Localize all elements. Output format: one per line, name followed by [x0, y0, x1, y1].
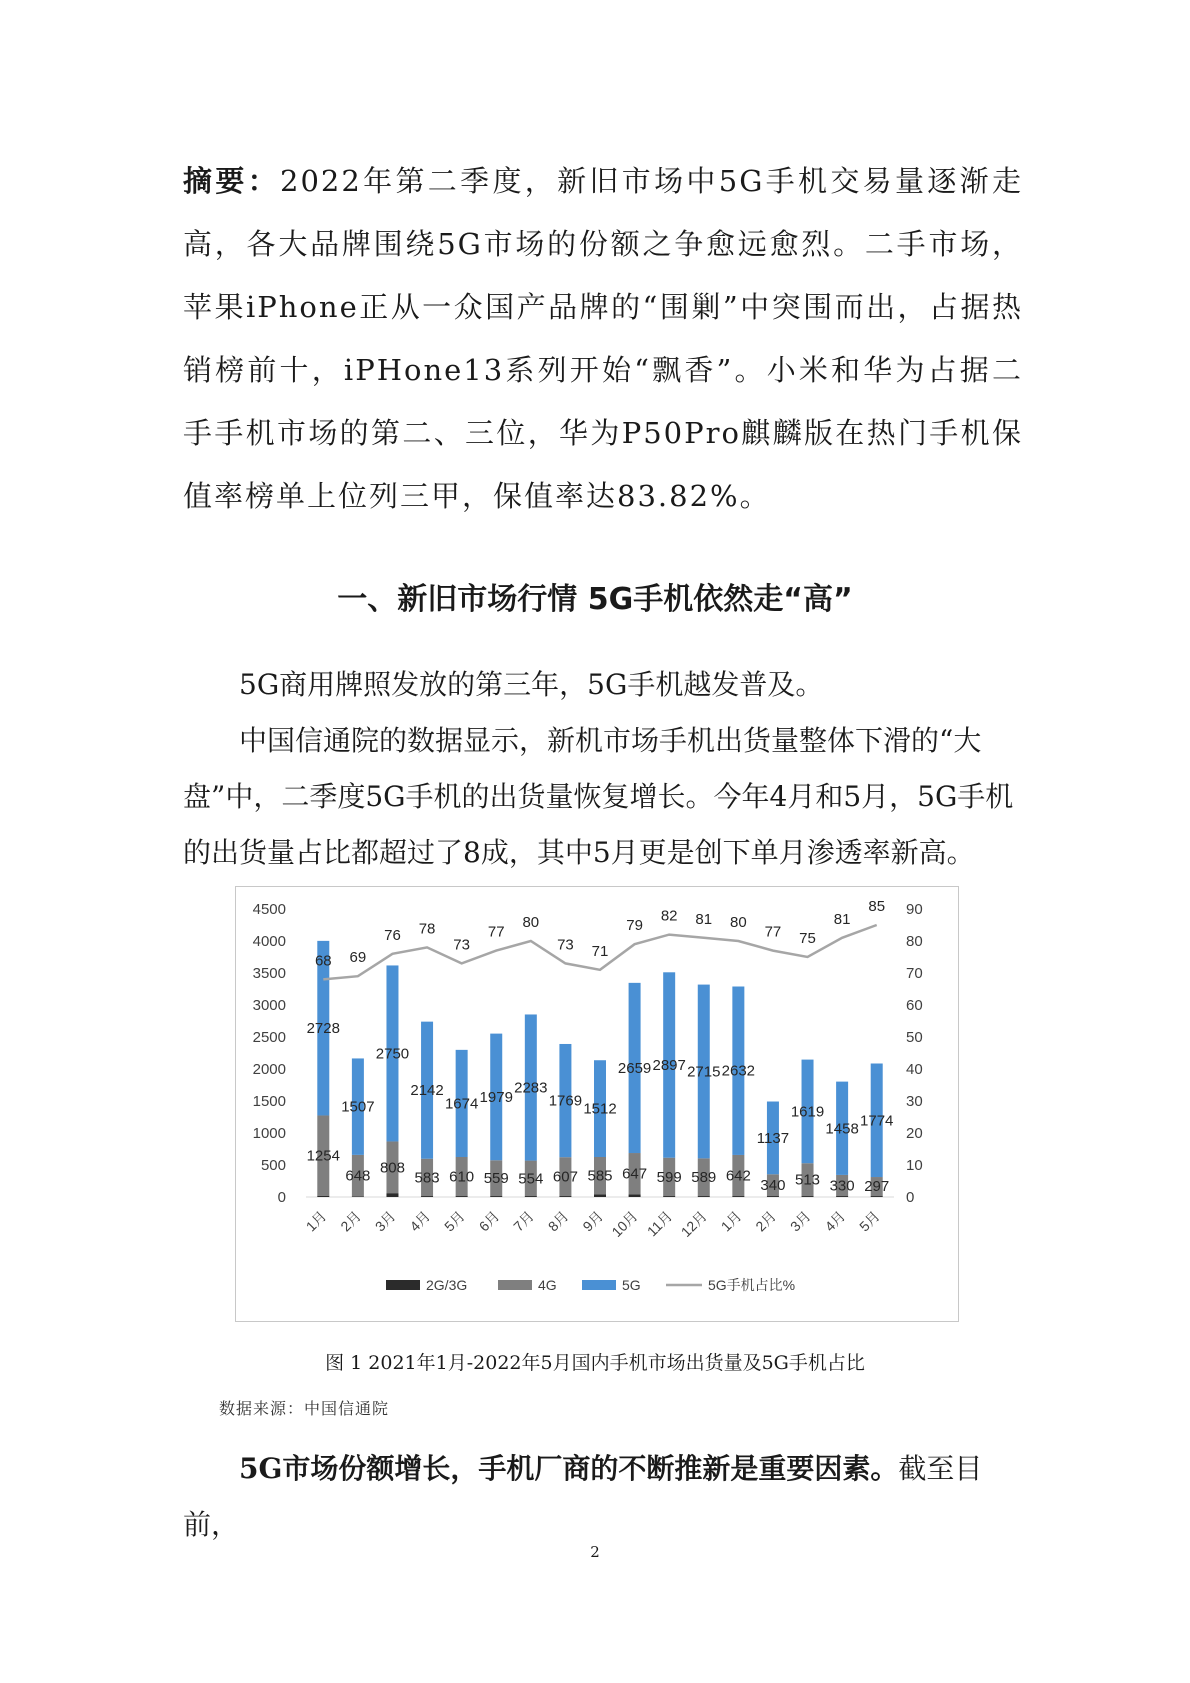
bar-2g3g [732, 1196, 744, 1197]
data-label-4g: 648 [345, 1167, 371, 1185]
bar-2g3g [317, 1196, 329, 1197]
paragraph-3-lead: 5G市场份额增长，手机厂商的不断推新是重要因素。 [239, 1452, 899, 1485]
data-label-4g: 297 [864, 1178, 890, 1195]
bar-2g3g [559, 1196, 571, 1197]
data-label-4g: 583 [414, 1169, 440, 1187]
x-tick-label: 5月 [856, 1207, 883, 1235]
data-label-share: 79 [626, 917, 643, 935]
bar-2g3g [629, 1194, 641, 1197]
paragraph-1: 5G商用牌照发放的第三年，5G手机越发普及。 [239, 668, 824, 701]
x-tick-label: 1月 [717, 1207, 745, 1235]
legend-label: 5G [622, 1277, 641, 1293]
y-right-tick-label: 20 [906, 1125, 923, 1142]
paragraph-3 [183, 1441, 1023, 1553]
data-label-5g: 2897 [652, 1057, 686, 1074]
y-left-tick-label: 0 [277, 1189, 286, 1206]
y-left-tick-label: 1000 [252, 1125, 286, 1142]
bar-2g3g [802, 1196, 814, 1197]
data-label-5g: 1458 [825, 1120, 859, 1138]
abstract-text: 2022年第二季度，新旧市场中5G手机交易量逐渐走高，各大品牌围绕5G市场的份额之争愈远愈烈。二手市场，苹果iPhone正从一众国产品牌的“围剿”中突围而出，占据热销榜前十，iPHone13系列开始“飘香”。小米和华为占据二手手机市场的第二、三位，华为P50Pro麒麟版在热门手机保值率榜单上位列三甲，保值率达83.82%。 [183, 164, 1023, 513]
x-tick-label: 9月 [579, 1207, 607, 1235]
x-tick-label: 6月 [475, 1207, 503, 1235]
y-left-tick-label: 4500 [252, 901, 286, 918]
data-label-4g: 808 [379, 1159, 405, 1177]
x-tick-label: 1月 [302, 1207, 330, 1235]
data-label-4g: 647 [622, 1165, 648, 1183]
y-right-tick-label: 70 [906, 965, 923, 982]
y-left-tick-label: 2500 [252, 1029, 286, 1046]
legend-label: 4G [538, 1277, 557, 1293]
legend-swatch [498, 1280, 532, 1290]
figure-caption: 图 1 2021年1月-2022年5月国内手机市场出货量及5G手机占比 [325, 1352, 865, 1374]
x-tick-label: 2月 [752, 1207, 780, 1235]
data-label-share: 81 [833, 910, 851, 928]
y-right-tick-label: 10 [906, 1157, 923, 1174]
bar-2g3g [871, 1196, 883, 1197]
x-tick-label: 8月 [544, 1207, 572, 1235]
y-left-tick-label: 3000 [252, 997, 286, 1014]
y-left-tick-label: 1500 [252, 1093, 286, 1110]
data-label-5g: 1674 [444, 1095, 479, 1113]
data-label-5g: 2283 [514, 1079, 548, 1097]
data-label-4g: 599 [656, 1168, 682, 1186]
y-left-tick-label: 2000 [252, 1061, 286, 1078]
data-label-5g: 1512 [583, 1100, 617, 1118]
legend-label: 5G手机占比% [708, 1277, 796, 1293]
data-label-share: 85 [868, 898, 886, 915]
x-tick-label: 11月 [643, 1207, 676, 1240]
bar-2g3g [836, 1196, 848, 1197]
data-label-5g: 2750 [375, 1045, 410, 1063]
data-label-share: 77 [764, 923, 782, 941]
bar-2g3g [490, 1196, 502, 1197]
bar-2g3g [386, 1193, 398, 1197]
data-label-share: 68 [314, 952, 332, 970]
chart-container [235, 886, 959, 1322]
data-label-5g: 1774 [860, 1112, 894, 1130]
y-left-tick-label: 3500 [252, 965, 286, 982]
abstract-lead: 摘要： [183, 164, 280, 198]
paragraph-2: 中国信通院的数据显示，新机市场手机出货量整体下滑的“大盘”中，二季度5G手机的出货量恢复增长。今年4月和5月，5G手机的出货量占比都超过了8成，其中5月更是创下单月渗透率新高。 [183, 724, 1014, 869]
x-tick-label: 2月 [337, 1207, 365, 1235]
data-label-5g: 2632 [721, 1062, 756, 1080]
data-label-share: 80 [730, 914, 747, 931]
x-tick-label: 5月 [441, 1207, 468, 1235]
data-label-5g: 1979 [479, 1088, 513, 1106]
y-left-tick-label: 500 [260, 1157, 286, 1174]
x-tick-label: 7月 [510, 1207, 537, 1235]
data-label-5g: 2142 [410, 1082, 444, 1100]
data-label-4g: 610 [449, 1168, 475, 1186]
paragraph-3-rest: 截至目前， [183, 1452, 983, 1541]
data-label-share: 81 [695, 910, 713, 928]
data-label-share: 75 [799, 930, 816, 947]
y-right-tick-label: 0 [906, 1189, 915, 1206]
data-label-4g: 607 [552, 1168, 578, 1186]
data-label-5g: 2715 [687, 1063, 721, 1081]
bar-2g3g [421, 1196, 433, 1197]
data-label-share: 77 [487, 923, 505, 941]
y-right-tick-label: 90 [906, 901, 923, 918]
x-tick-label: 10月 [608, 1207, 641, 1241]
data-label-5g: 1137 [756, 1129, 790, 1147]
data-label-5g: 1769 [548, 1092, 583, 1110]
x-tick-label: 4月 [406, 1207, 434, 1235]
data-label-4g: 340 [760, 1177, 786, 1195]
data-label-4g: 559 [483, 1170, 509, 1188]
y-right-tick-label: 40 [906, 1061, 923, 1078]
y-right-tick-label: 50 [906, 1029, 923, 1046]
section-heading: 一、新旧市场行情 5G手机依然走“高” [337, 582, 853, 617]
x-tick-label: 3月 [371, 1207, 399, 1235]
data-label-5g: 1507 [341, 1098, 375, 1116]
bar-2g3g [767, 1196, 779, 1197]
data-label-share: 80 [522, 914, 540, 931]
data-label-5g: 2659 [617, 1059, 652, 1077]
legend-swatch [386, 1280, 420, 1290]
data-label-share: 82 [660, 907, 678, 925]
data-label-5g: 2728 [306, 1020, 340, 1038]
data-label-4g: 513 [795, 1171, 821, 1189]
data-label-4g: 554 [518, 1170, 544, 1188]
data-label-share: 69 [349, 949, 367, 967]
y-right-tick-label: 30 [906, 1093, 923, 1110]
data-label-share: 78 [418, 920, 436, 938]
data-label-share: 76 [384, 926, 401, 944]
bar-2g3g [352, 1196, 364, 1197]
x-tick-label: 3月 [786, 1207, 814, 1235]
bar-2g3g [456, 1196, 468, 1197]
data-label-4g: 330 [829, 1177, 855, 1195]
data-label-4g: 589 [691, 1169, 717, 1187]
y-left-tick-label: 4000 [252, 933, 286, 950]
bar-2g3g [663, 1196, 675, 1197]
data-label-5g: 1619 [790, 1103, 825, 1121]
abstract [183, 150, 1023, 528]
data-label-share: 71 [591, 942, 609, 960]
y-right-tick-label: 60 [906, 997, 923, 1014]
y-right-tick-label: 80 [906, 933, 923, 950]
data-label-4g: 585 [587, 1167, 613, 1185]
data-source: 数据来源：中国信通院 [219, 1399, 390, 1418]
x-tick-label: 4月 [821, 1207, 849, 1235]
bar-2g3g [594, 1194, 606, 1197]
x-tick-label: 12月 [677, 1207, 710, 1241]
data-label-share: 73 [453, 936, 470, 954]
data-label-4g: 1254 [306, 1147, 340, 1165]
legend-label: 2G/3G [426, 1277, 468, 1293]
legend-swatch [582, 1280, 616, 1290]
page-number: 2 [590, 1543, 600, 1561]
shipment-chart [236, 887, 958, 1321]
data-label-4g: 642 [725, 1167, 751, 1185]
bar-2g3g [698, 1196, 710, 1197]
data-label-share: 73 [557, 936, 574, 954]
bar-2g3g [525, 1196, 537, 1197]
